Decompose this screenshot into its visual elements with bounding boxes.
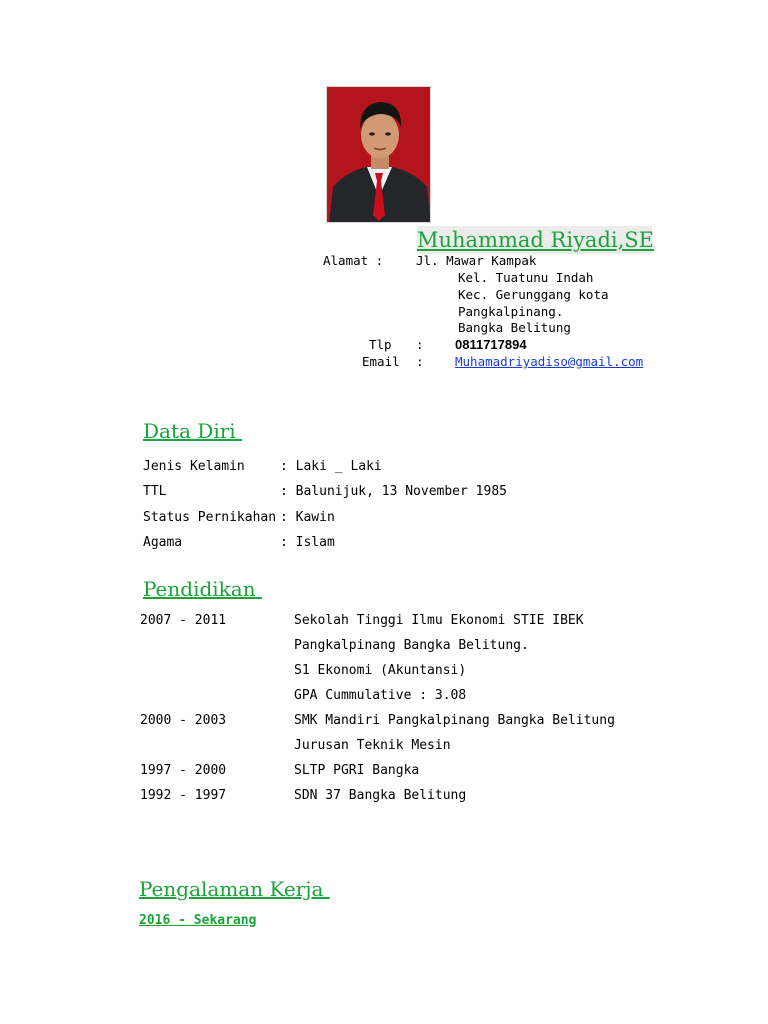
section-title-data-diri: Data Diri — [143, 419, 243, 443]
education-years: 2000 - 2003 — [140, 713, 227, 728]
info-label: Jenis Kelamin — [143, 459, 245, 474]
email-label: Email — [362, 354, 400, 369]
education-years: 1997 - 2000 — [140, 763, 227, 778]
info-value: : Islam — [280, 535, 335, 550]
work-period: 2016 - Sekarang — [139, 913, 257, 928]
education-detail: SMK Mandiri Pangkalpinang Bangka Belitung — [294, 713, 615, 728]
address-label: Alamat : — [323, 253, 384, 268]
address-line-4: Pangkalpinang. — [458, 304, 564, 319]
candidate-name: Muhammad Riyadi,SE — [417, 228, 654, 252]
education-years: 1992 - 1997 — [140, 788, 227, 803]
education-detail: S1 Ekonomi (Akuntansi) — [294, 663, 467, 678]
address-line-1: Jl. Mawar Kampak — [416, 253, 537, 268]
education-years: 2007 - 2011 — [140, 613, 227, 628]
info-value: : Kawin — [280, 510, 335, 525]
phone-label: Tlp — [369, 337, 392, 352]
education-detail: Sekolah Tinggi Ilmu Ekonomi STIE IBEK — [294, 613, 584, 628]
education-detail: Pangkalpinang Bangka Belitung. — [294, 638, 529, 653]
education-detail: SDN 37 Bangka Belitung — [294, 788, 467, 803]
info-label: Status Pernikahan — [143, 510, 277, 525]
education-detail: Jurusan Teknik Mesin — [294, 738, 451, 753]
phone-separator: : — [416, 337, 424, 352]
info-value: : Balunijuk, 13 November 1985 — [280, 484, 507, 499]
section-title-pendidikan: Pendidikan — [143, 577, 262, 601]
info-label: Agama — [143, 535, 183, 550]
address-line-5: Bangka Belitung — [458, 320, 571, 335]
profile-photo — [326, 86, 431, 223]
info-value: : Laki _ Laki — [280, 459, 382, 474]
education-detail: GPA Cummulative : 3.08 — [294, 688, 467, 703]
email-separator: : — [416, 354, 424, 369]
email-link[interactable]: Muhamadriyadiso@gmail.com — [455, 354, 644, 369]
section-title-pengalaman-kerja: Pengalaman Kerja — [139, 877, 330, 901]
address-line-3: Kec. Gerunggang kota — [458, 287, 609, 302]
education-detail: SLTP PGRI Bangka — [294, 763, 420, 778]
phone-number: 0811717894 — [455, 337, 527, 352]
address-line-2: Kel. Tuatunu Indah — [458, 270, 594, 285]
info-label: TTL — [143, 484, 167, 499]
